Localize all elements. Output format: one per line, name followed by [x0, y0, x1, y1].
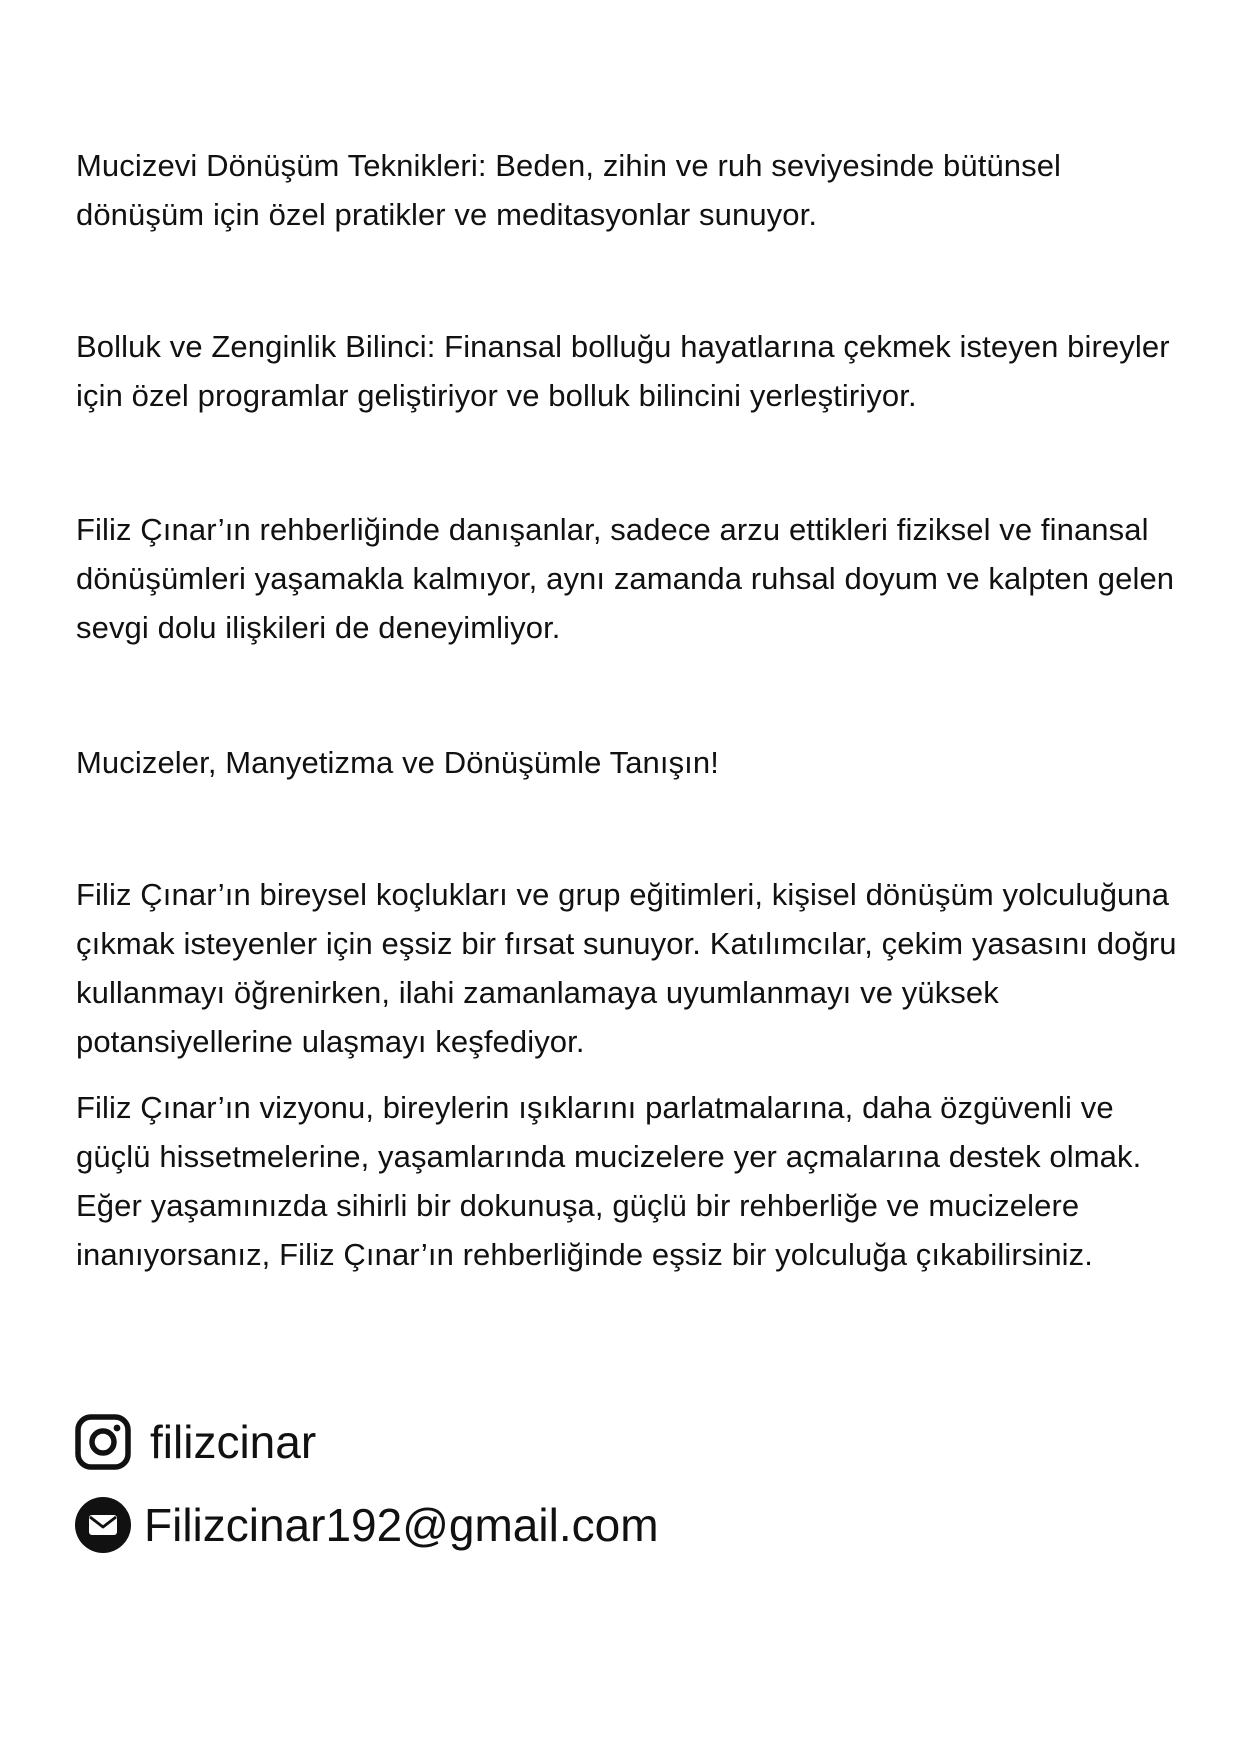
instagram-handle[interactable]: filizcinar: [150, 1416, 317, 1468]
instagram-icon: [74, 1413, 132, 1471]
paragraph-guidance: Filiz Çınar’ın rehberliğinde danışanlar, sadece arzu ettikleri fiziksel ve finansal dönüşümleri yaşamakla kalmıyor, aynı zamanda ruhsal doyum ve kalpten gelen sevgi dolu ilişkileri de deneyimliyor.: [76, 512, 1175, 645]
instagram-contact[interactable]: [74, 1413, 316, 1471]
email-address[interactable]: Filizcinar192@gmail.com: [144, 1499, 659, 1551]
paragraph-abundance-consciousness: Bolluk ve Zenginlik Bilinci: Finansal bolluğu hayatlarına çekmek isteyen bireyler için özel programlar geliştiriyor ve bolluk bilincini yerleştiriyor.: [76, 329, 1170, 413]
paragraph-transformation-techniques: Mucizevi Dönüşüm Teknikleri: Beden, zihin ve ruh seviyesinde bütünsel dönüşüm için özel pratikler ve meditasyonlar sunuyor.: [76, 148, 1062, 232]
paragraph-headline: Mucizeler, Manyetizma ve Dönüşümle Tanışın!: [76, 745, 719, 780]
mail-icon: [74, 1496, 132, 1554]
paragraph-vision: Filiz Çınar’ın vizyonu, bireylerin ışıklarını parlatmalarına, daha özgüvenli ve güçlü hissetmelerine, yaşamlarında mucizelere yer açmalarına destek olmak. Eğer yaşamınızda sihirli bir dokunuşa, güçlü bir rehberliğe ve mucizelere inanıyorsanız, Filiz Çınar’ın rehberliğinde eşsiz bir yolculuğa çıkabilirsiniz.: [76, 1090, 1142, 1272]
paragraph-coaching: Filiz Çınar’ın bireysel koçlukları ve grup eğitimleri, kişisel dönüşüm yolculuğuna çıkmak isteyenler için eşsiz bir fırsat sunuyor. Katılımcılar, çekim yasasını doğru kullanmayı öğrenirken, ilahi zamanlamaya uyumlanmayı ve yüksek potansiyellerine ulaşmayı keşfediyor.: [76, 877, 1177, 1059]
email-contact[interactable]: [74, 1496, 659, 1554]
